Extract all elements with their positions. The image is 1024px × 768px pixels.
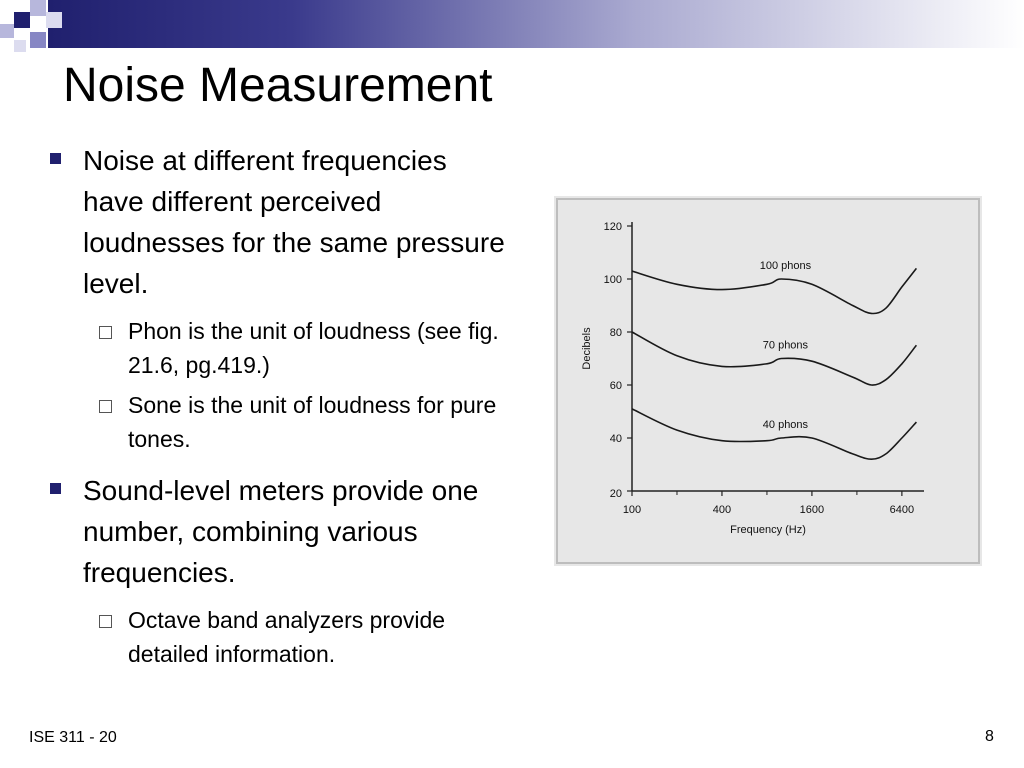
bullet-text: Noise at different frequencies have different perceived loudnesses for the same pressure level. <box>83 145 505 299</box>
y-tick-label: 40 <box>609 433 622 445</box>
header-square-faint <box>14 40 26 52</box>
bullet-item <box>48 470 508 593</box>
course-footer: ISE 311 - 20 <box>29 729 117 746</box>
y-tick-label: 60 <box>609 380 622 392</box>
sub-bullet-text: Octave band analyzers provide detailed information. <box>128 607 446 667</box>
hollow-square-icon <box>99 400 112 413</box>
bullet-item <box>48 140 508 304</box>
series-line <box>632 268 916 313</box>
loudness-contour-figure <box>554 196 982 566</box>
sub-bullet-text: Phon is the unit of loudness (see fig. 21.6, pg.419.) <box>128 318 499 378</box>
sub-bullet-text: Sone is the unit of loudness for pure tones. <box>128 392 497 452</box>
y-tick-label: 100 <box>603 274 622 286</box>
bullet-text: Sound-level meters provide one number, combining various frequencies. <box>83 475 479 588</box>
series-line <box>632 409 916 459</box>
bullet-square-icon <box>50 153 61 164</box>
x-tick-label: 6400 <box>889 504 915 516</box>
slide-title: Noise Measurement <box>63 59 493 112</box>
bullet-list <box>48 140 508 677</box>
y-tick-label: 20 <box>609 488 622 500</box>
y-axis-label: Decibels <box>581 327 593 370</box>
sub-bullet-item <box>83 603 508 671</box>
x-tick-label: 100 <box>622 504 642 516</box>
header-square-dark <box>14 12 30 28</box>
series-label: 100 phons <box>759 260 812 272</box>
header-square-light <box>30 0 46 16</box>
sub-bullet-item <box>83 314 508 382</box>
hollow-square-icon <box>99 326 112 339</box>
bullet-square-icon <box>50 483 61 494</box>
x-tick-label: 400 <box>712 504 732 516</box>
page-number: 8 <box>985 728 994 745</box>
header-square-mid <box>30 32 46 48</box>
header-square-faint <box>46 12 62 28</box>
series-label: 40 phons <box>762 419 809 431</box>
x-axis-label: Frequency (Hz) <box>730 524 806 536</box>
loudness-chart <box>554 196 982 566</box>
header-square-light <box>0 24 14 38</box>
y-tick-label: 120 <box>603 221 622 233</box>
header-gradient-bar <box>48 0 1024 48</box>
y-tick-label: 80 <box>609 327 622 339</box>
hollow-square-icon <box>99 615 112 628</box>
x-tick-label: 1600 <box>799 504 825 516</box>
series-label: 70 phons <box>762 339 809 352</box>
sub-bullet-item <box>83 388 508 456</box>
